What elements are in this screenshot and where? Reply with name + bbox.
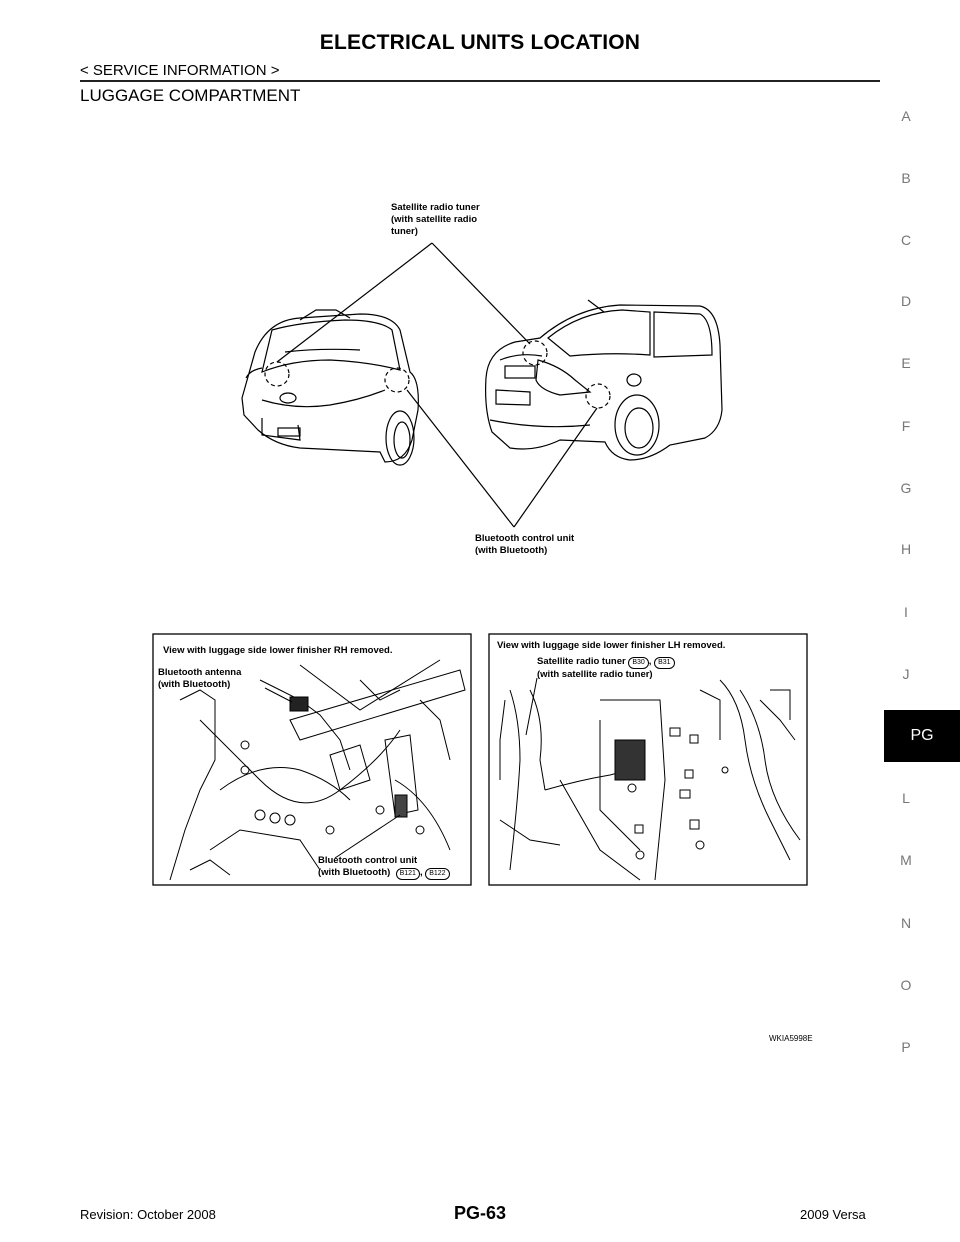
callout-line: Bluetooth control unit <box>475 533 575 544</box>
index-tab-m[interactable]: M <box>900 852 912 868</box>
label-line: (with Bluetooth) <box>158 679 231 690</box>
index-tab-pg-active[interactable]: PG <box>884 710 960 762</box>
index-tab-j[interactable]: J <box>902 666 910 682</box>
footer-revision: Revision: October 2008 <box>80 1207 216 1222</box>
index-tab-o[interactable]: O <box>900 977 912 993</box>
label-line <box>537 656 675 669</box>
callout-line: tuner) <box>391 226 418 237</box>
index-tab-e[interactable]: E <box>901 355 911 371</box>
section-subheading: LUGGAGE COMPARTMENT <box>80 86 301 105</box>
connector-separator: , <box>648 656 652 667</box>
index-tab-n[interactable]: N <box>900 915 912 931</box>
label-text: Satellite radio tuner <box>537 656 626 667</box>
left-panel-heading: View with luggage side lower finisher RH removed. <box>163 645 393 656</box>
index-tab-c[interactable]: C <box>900 232 912 248</box>
section-breadcrumb: < SERVICE INFORMATION > <box>80 62 280 79</box>
index-tab-g[interactable]: G <box>900 480 912 496</box>
footer-page-number: PG-63 <box>453 1203 507 1223</box>
index-tab-i[interactable]: I <box>904 604 908 620</box>
connector-b121-badge: B121 <box>396 868 420 880</box>
label-line <box>318 867 450 880</box>
index-tab-p[interactable]: P <box>901 1039 911 1055</box>
index-tab-h[interactable]: H <box>900 541 912 557</box>
label-text: (with Bluetooth) <box>318 867 391 878</box>
index-tab-l[interactable]: L <box>902 790 910 806</box>
connector-b30-badge: B30 <box>628 657 648 669</box>
satellite-radio-tuner-label <box>537 656 675 681</box>
label-line: (with satellite radio tuner) <box>537 669 653 680</box>
connector-b122-badge: B122 <box>425 868 449 880</box>
footer-model: 2009 Versa <box>800 1207 866 1222</box>
index-tab-b[interactable]: B <box>901 170 911 186</box>
bluetooth-control-unit-label <box>318 855 450 880</box>
figure-code: WKIA5998E <box>769 1034 813 1043</box>
connector-separator: , <box>419 867 423 878</box>
index-tab-d[interactable]: D <box>900 293 912 309</box>
callout-line: (with satellite radio <box>391 214 478 225</box>
right-panel-heading: View with luggage side lower finisher LH removed. <box>497 640 726 651</box>
connector-b31-badge: B31 <box>654 657 674 669</box>
label-line: Bluetooth antenna <box>158 667 242 678</box>
index-tab-a[interactable]: A <box>901 108 911 124</box>
index-tab-f[interactable]: F <box>901 418 911 434</box>
label-line: Bluetooth control unit <box>318 855 418 866</box>
callout-line: (with Bluetooth) <box>475 545 548 556</box>
page-title: ELECTRICAL UNITS LOCATION <box>319 31 641 54</box>
callout-line: Satellite radio tuner <box>391 202 480 213</box>
bluetooth-antenna-label <box>158 667 241 691</box>
